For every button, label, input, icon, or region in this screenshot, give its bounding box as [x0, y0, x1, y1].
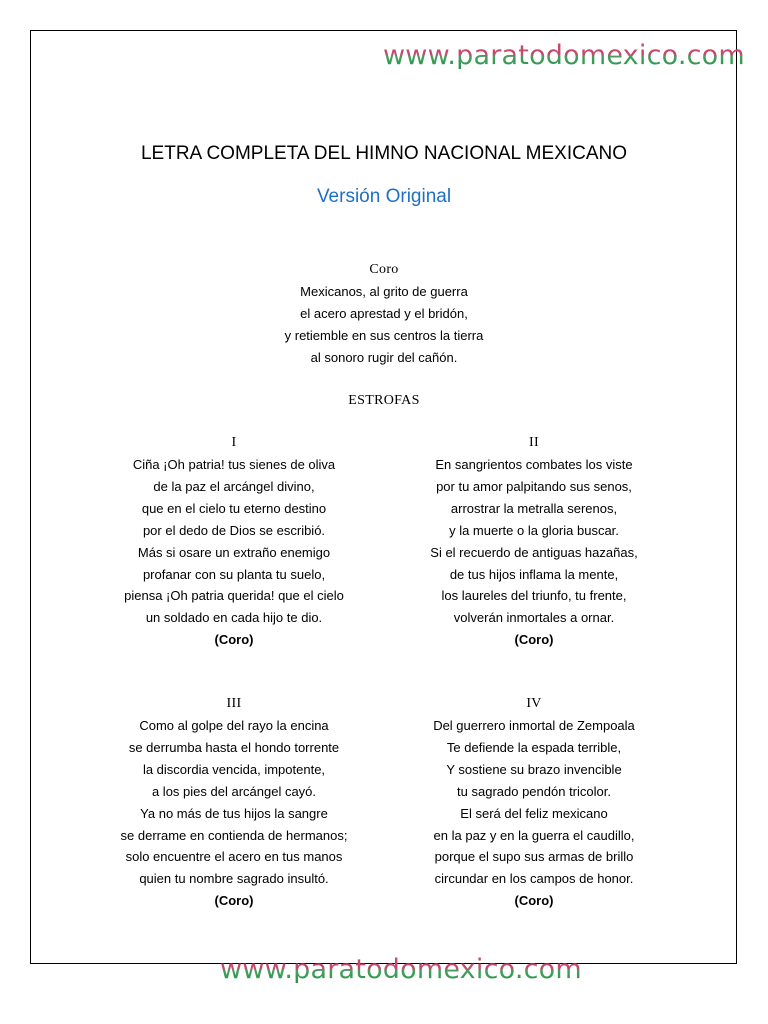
stanza-4	[394, 693, 674, 912]
page-title: LETRA COMPLETA DEL HIMNO NACIONAL MEXICANO	[140, 143, 627, 164]
stanza-line: Ya no más de tus hijos la sangre	[140, 805, 328, 821]
stanza-numeral: II	[529, 435, 539, 450]
stanza-line: circundar en los campos de honor.	[434, 871, 634, 887]
stanza-line: Y sostiene su brazo invencible	[446, 761, 622, 777]
site-url-footer[interactable]: www.paratodomexico.com	[220, 954, 582, 985]
stanza-line: tu sagrado pendón tricolor.	[457, 783, 611, 799]
stanza-3	[94, 693, 374, 912]
stanza-line: En sangrientos combates los viste	[435, 457, 633, 472]
stanza-line: que en el cielo tu eterno destino	[141, 500, 327, 516]
stanza-line: arrostrar la metralla serenos,	[450, 500, 618, 516]
stanza-line: Del guerrero inmortal de Zempoala	[433, 718, 635, 733]
stanza-line: Si el recuerdo de antiguas hazañas,	[430, 544, 638, 560]
stanza-1	[94, 432, 374, 651]
stanza-numeral: I	[231, 435, 237, 450]
stanza-line: de tus hijos inflama la mente,	[449, 566, 619, 582]
stanza-line: quien tu nombre sagrado insultó.	[139, 871, 329, 887]
stanza-line: por el dedo de Dios se escribió.	[142, 522, 326, 538]
site-url-header[interactable]: www.paratodomexico.com	[383, 40, 745, 71]
stanza-line: por tu amor palpitando sus senos,	[436, 478, 632, 494]
stanza-line: piensa ¡Oh patria querida! que el cielo	[124, 588, 344, 604]
stanza-line: un soldado en cada hijo te dio.	[145, 610, 323, 626]
stanza-line: de la paz el arcángel divino,	[153, 478, 315, 494]
stanza-line: se derrame en contienda de hermanos;	[120, 827, 348, 843]
coro-tag: (Coro)	[514, 632, 554, 648]
stanza-line: en la paz y en la guerra el caudillo,	[433, 827, 635, 843]
coro-tag: (Coro)	[214, 632, 254, 648]
estrofas-heading: ESTROFAS	[348, 393, 420, 408]
coro-tag: (Coro)	[214, 893, 254, 909]
stanza-line: los laureles del triunfo, tu frente,	[441, 588, 627, 604]
stanza-line: solo encuentre el acero en tus manos	[125, 849, 343, 865]
stanza-line: la discordia vencida, impotente,	[142, 761, 326, 777]
stanza-line: se derrumba hasta el hondo torrente	[128, 739, 340, 755]
stanza-line: Más si osare un extraño enemigo	[137, 544, 331, 560]
stanza-2	[394, 432, 674, 651]
stanza-line: a los pies del arcángel cayó.	[151, 783, 317, 799]
coro-tag: (Coro)	[514, 893, 554, 909]
stanza-line: y la muerte o la gloria buscar.	[449, 522, 619, 538]
coro-line: Mexicanos, al grito de guerra	[300, 284, 468, 299]
stanza-line: El será del feliz mexicano	[460, 805, 608, 821]
stanza-line: porque el supo sus armas de brillo	[434, 849, 634, 865]
coro-line: y retiemble en sus centros la tierra	[284, 327, 484, 343]
coro-line: el acero aprestad y el bridón,	[300, 305, 468, 321]
coro-line: al sonoro rugir del cañón.	[310, 349, 458, 365]
stanza-line: Como al golpe del rayo la encina	[139, 718, 329, 733]
coro-section	[0, 259, 768, 369]
page-subtitle: Versión Original	[316, 186, 452, 207]
stanza-line: volverán inmortales a ornar.	[453, 610, 615, 626]
stanza-numeral: IV	[526, 696, 542, 711]
stanza-line: profanar con su planta tu suelo,	[142, 566, 326, 582]
stanza-numeral: III	[226, 696, 242, 711]
coro-heading: Coro	[369, 262, 399, 277]
stanza-line: Te defiende la espada terrible,	[446, 739, 622, 755]
stanza-line: Ciña ¡Oh patria! tus sienes de oliva	[132, 457, 336, 472]
